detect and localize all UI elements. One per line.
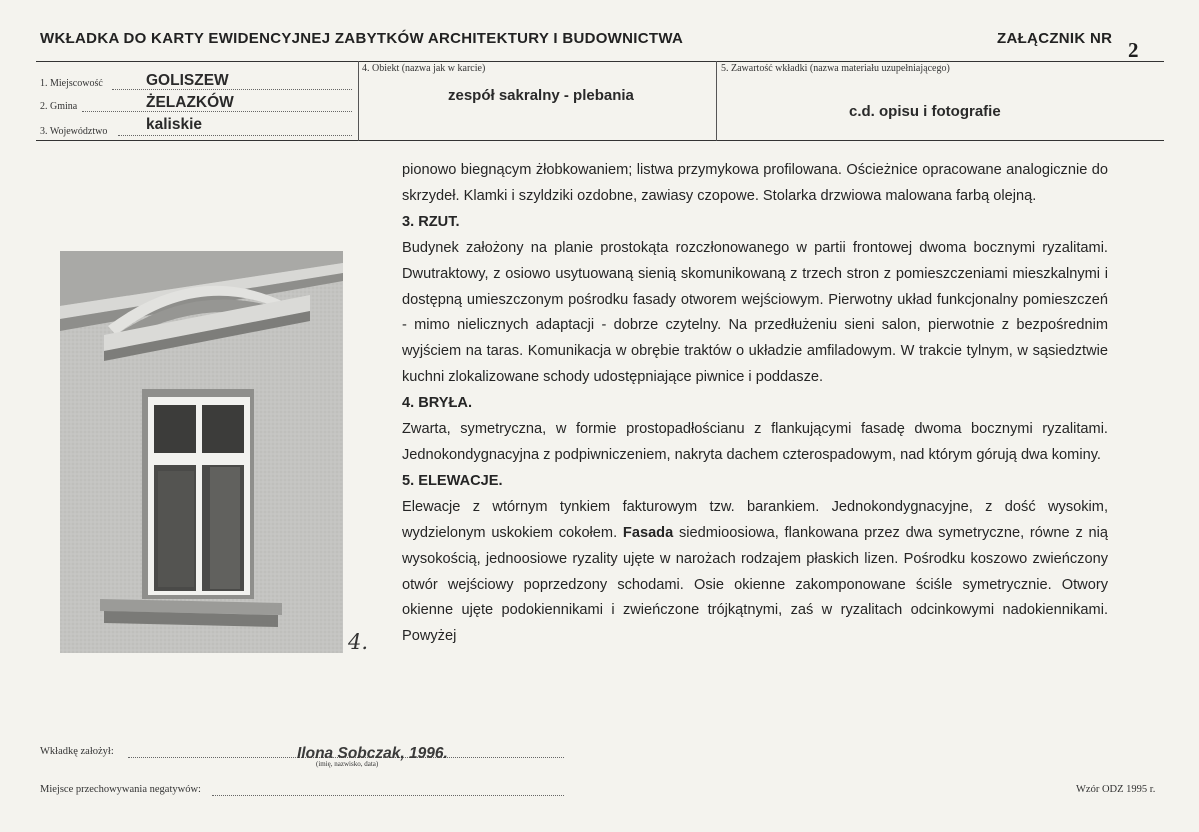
photo-number: 4. [348, 630, 369, 654]
paragraph-elewacje-b: siedmioosiowa, flankowana przez dwa symetryczne, równe z nią wysokością, jednoosiowe ryzality ujęte w narożach rodzajem płaskich lizen. Pośrodku koszowo zwieńczony otwór wejściowy poprzedzony schodami. Osie okienne zakomponowane ściśle symetrycznie. Otwory okienne ujęte podokiennikami i zwieńczone trójkątnymi, zaś w ryzalitach odcinkowymi nadokiennikami. Powyżej [402, 524, 1108, 645]
gmina-value: ŻELAZKÓW [146, 94, 234, 111]
object-value: zespół sakralny - plebania [448, 87, 634, 104]
form-version: Wzór ODZ 1995 r. [1076, 784, 1156, 795]
section-heading-rzut: 3. RZUT. [402, 213, 460, 230]
section-heading-bryla: 4. BRYŁA. [402, 395, 473, 412]
header-bottom-rule [36, 140, 1164, 141]
storage-label: Miejsce przechowywania negatywów: [40, 784, 201, 795]
description-text [402, 158, 1108, 650]
author-hint: (imię, nazwisko, data) [316, 760, 379, 768]
miejscowosc-value: GOLISZEW [146, 72, 229, 89]
wojewodztwo-value: kaliskie [146, 116, 203, 133]
author-value: Ilona Sobczak, 1996. [297, 745, 448, 762]
contents-label: 5. Zawartość wkładki (nazwa materiału uzupełniającego) [721, 63, 950, 74]
annex-label: ZAŁĄCZNIK NR [997, 30, 1113, 47]
window-photo-drawing [60, 251, 343, 653]
form-title: WKŁADKA DO KARTY EWIDENCYJNEJ ZABYTKÓW ARCHITEKTURY I BUDOWNICTWA [40, 30, 684, 47]
paragraph-doors: pionowo biegnącym żłobkowaniem; listwa przymykowa profilowana. Ościeżnice opracowane analogicznie do skrzydeł. Klamki i szyldziki ozdobne, zawiasy czopowe. Stolarka drzwiowa malowana farbą olejną. [402, 162, 1108, 204]
contents-value: c.d. opisu i fotografie [849, 103, 1001, 120]
header-divider-2 [716, 61, 717, 141]
fasada-label: Fasada [622, 524, 674, 541]
header-divider-1 [358, 61, 359, 141]
paragraph-bryla: Zwarta, symetryczna, w formie prostopadłościanu z flankującymi fasadę dwoma bocznymi ryzalitami. Jednokondygnacyjna z podpiwniczeniem, nakryta dachem czterospadowym, nad którym górują dwa kominy. [402, 421, 1108, 463]
wojewodztwo-dots [118, 135, 352, 136]
annex-number: 2 [1128, 38, 1139, 62]
paragraph-elewacje-a: Elewacje z wtórnym tynkiem fakturowym tzw. barankiem. Jednokondygnacyjne, z dość wysokim, wydzielonym uskokiem cokołem. [402, 498, 1108, 541]
miejscowosc-label: 1. Miejscowość [40, 78, 103, 89]
paragraph-rzut: Budynek założony na planie prostokąta rozczłonowanego w partii frontowej dwoma bocznymi ryzalitami. Dwutraktowy, z osiowo usytuowaną sienią skomunikowaną z trzech stron z pomieszczeniami mieszkalnymi i dostępną umieszczonym pośrodku fasady otworem wejściowym. Pierwotny układ funkcjonalny pomieszczeń - mimo nielicznych adaptacji - dobrze czytelny. Na przedłużeniu sieni salon, pierwotnie z bezpośrednim wyjściem na taras. Komunikacja w obrębie traktów o układzie amfiladowym. W trakcie tylnym, w sąsiedztwie kuchni zlokalizowane schody udostępniające piwnice i poddasze. [402, 239, 1108, 386]
section-heading-elewacje: 5. ELEWACJE. [402, 472, 503, 489]
storage-dots [212, 795, 564, 796]
object-label: 4. Obiekt (nazwa jak w karcie) [362, 63, 486, 74]
wojewodztwo-label: 3. Województwo [40, 126, 108, 137]
gmina-label: 2. Gmina [40, 101, 78, 112]
header-top-rule [36, 61, 1164, 62]
author-label: Wkładkę założył: [40, 746, 114, 757]
paragraph-elewacje [402, 495, 1108, 650]
window-photo [60, 251, 343, 653]
